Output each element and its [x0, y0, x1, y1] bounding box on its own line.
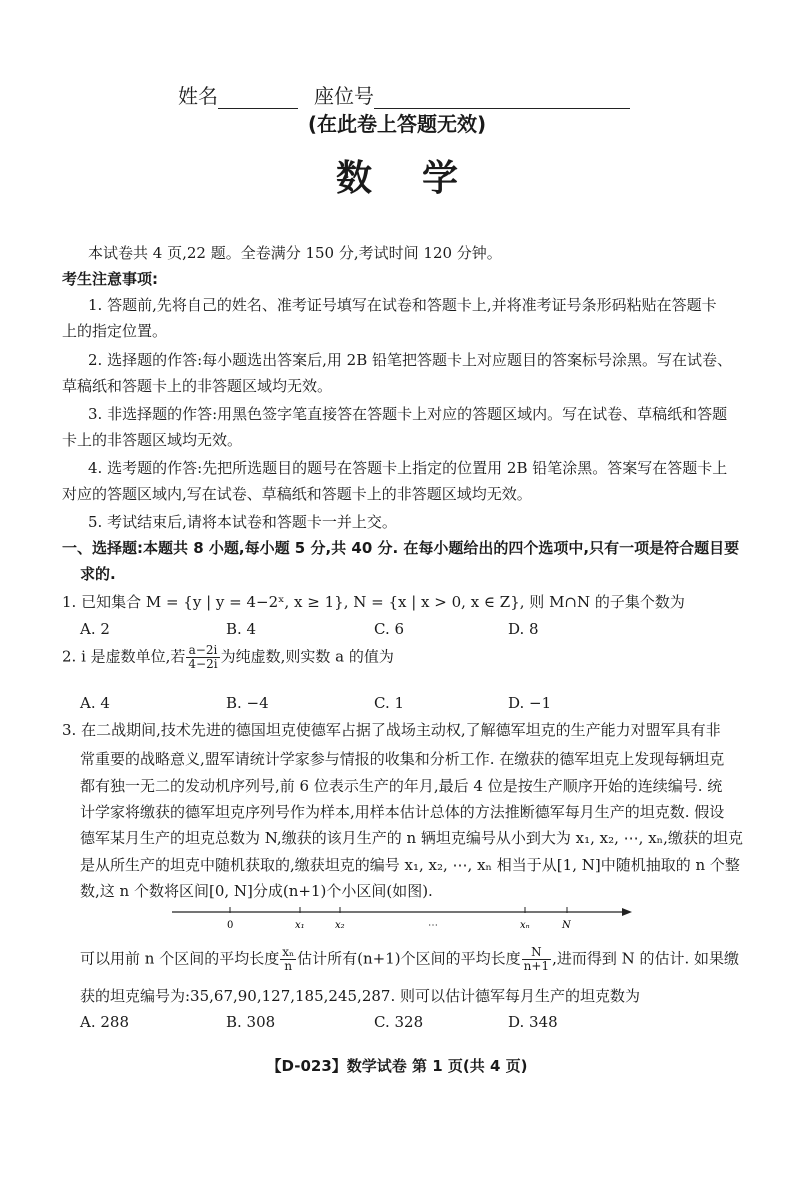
q2-frac-den: 4−2i	[188, 657, 218, 671]
section-heading: 一、选择题:本题共 8 小题,每小题 5 分,共 40 分. 在每小题给出的四个选项中,只有一项是符合题目要	[62, 539, 740, 557]
note-line: 3. 非选择题的作答:用黑色签字笔直接答在答题卡上对应的答题区域内。写在试卷、草稿纸和答题	[88, 405, 728, 423]
q3-fraction-2	[522, 946, 551, 973]
q1-option-d: D. 8	[508, 620, 539, 638]
note-line: 对应的答题区域内,写在试卷、草稿纸和答题卡上的非答题区域均无效。	[62, 485, 532, 503]
q2-stem-post: 为纯虚数,则实数 a 的值为	[220, 647, 394, 666]
note-line: 草稿纸和答题卡上的非答题区域均无效。	[62, 377, 333, 395]
axis-label-x1: x₁	[295, 920, 305, 931]
q3-option-c: C. 328	[374, 1013, 424, 1031]
axis-label-N: N	[562, 920, 571, 931]
q3-option-a: A. 288	[80, 1013, 129, 1031]
q2-frac-num: a−2i	[186, 644, 219, 658]
page-title: 数学	[335, 158, 508, 199]
axis-label-0: 0	[227, 920, 234, 931]
q1-option-c: C. 6	[374, 620, 405, 638]
q3-line: 计学家将缴获的德军坦克序列号作为样本,用样本估计总体的方法推断德军每月生产的坦克数. 假设	[80, 803, 725, 821]
q3-after-mid: 估计所有(n+1)个区间的平均长度	[297, 949, 521, 968]
q3-option-b: B. 308	[226, 1013, 276, 1031]
seat-label: 座位号	[314, 86, 374, 108]
q3-after-post: ,进而得到 N 的估计. 如果缴	[552, 949, 740, 968]
axis-arrow	[622, 908, 632, 916]
q3-line: 3. 在二战期间,技术先进的德国坦克使德军占据了战场主动权,了解德军坦克的生产能力对盟军具有非	[62, 721, 721, 739]
q2-option-b: B. −4	[226, 694, 269, 712]
q3-line: 数,这 n 个数将区间[0, N]分成(n+1)个小区间(如图).	[80, 882, 433, 900]
q3-frac2-den: n+1	[523, 959, 550, 973]
q3-after-pre: 可以用前 n 个区间的平均长度	[80, 949, 280, 968]
q1-option-a: A. 2	[80, 620, 110, 638]
q3-option-d: D. 348	[508, 1013, 558, 1031]
question-1-stem: 1. 已知集合 M = {y | y = 4−2ˣ, x ≥ 1}, N = {x | x > 0, x ∈ Z}, 则 M∩N 的子集个数为	[62, 593, 685, 611]
axis-label-dots: ⋯	[428, 920, 438, 931]
seat-field	[314, 80, 630, 109]
notes-heading: 考生注意事项:	[62, 270, 158, 288]
invalid-notice: (在此卷上答题无效)	[307, 112, 487, 136]
q2-option-a: A. 4	[80, 694, 110, 712]
section-heading-cont: 求的.	[80, 565, 116, 583]
page-footer: 【D-023】数学试卷 第 1 页(共 4 页)	[266, 1057, 528, 1075]
q3-line: 都有独一无二的发动机序列号,前 6 位表示生产的年月,最后 4 位是按生产顺序开始的连续编号. 统	[80, 777, 723, 795]
note-line: 上的指定位置。	[62, 322, 168, 340]
note-line: 卡上的非答题区域均无效。	[62, 431, 243, 449]
q3-estimate-line	[80, 946, 739, 973]
q1-option-b: B. 4	[226, 620, 257, 638]
q2-option-d: D. −1	[508, 694, 552, 712]
name-field	[178, 80, 298, 109]
name-label: 姓名	[178, 86, 218, 108]
question-2-stem	[62, 644, 394, 671]
q2-stem-pre: 2. i 是虚数单位,若	[62, 647, 186, 666]
note-line: 5. 考试结束后,请将本试卷和答题卡一并上交。	[88, 513, 397, 531]
axis-label-x2: x₂	[335, 920, 345, 931]
q3-frac1-den: n	[284, 959, 293, 973]
note-line: 1. 答题前,先将自己的姓名、准考证号填写在试卷和答题卡上,并将准考证号条形码粘贴在答题卡	[88, 296, 717, 314]
note-line: 4. 选考题的作答:先把所选题目的题号在答题卡上指定的位置用 2B 铅笔涂黑。答案写在答题卡上	[88, 459, 728, 477]
q3-line: 德军某月生产的坦克总数为 N,缴获的该月生产的 n 辆坦克编号从小到大为 x₁, x₂, ⋯, xₙ,缴获的坦克	[80, 829, 743, 847]
q3-fraction-1	[280, 946, 296, 973]
seat-blank	[374, 90, 630, 109]
q3-line: 是从所生产的坦克中随机获取的,缴获坦克的编号 x₁, x₂, ⋯, xₙ 相当于从[1, N]中随机抽取的 n 个整	[80, 856, 740, 874]
q3-frac1-num: xₙ	[282, 945, 295, 959]
note-line: 2. 选择题的作答:每小题选出答案后,用 2B 铅笔把答题卡上对应题目的答案标号涂黑。写在试卷、	[88, 351, 733, 369]
q3-line: 常重要的战略意义,盟军请统计学家参与情报的收集和分析工作. 在缴获的德军坦克上发现每辆坦克	[80, 750, 725, 768]
number-line-figure	[170, 900, 635, 940]
q2-fraction	[186, 644, 219, 671]
q3-last-line: 获的坦克编号为:35,67,90,127,185,245,287. 则可以估计德军每月生产的坦克数为	[80, 987, 640, 1005]
q3-frac2-num: N	[522, 946, 551, 960]
intro-text: 本试卷共 4 页,22 题。全卷满分 150 分,考试时间 120 分钟。	[88, 244, 502, 262]
name-blank	[218, 90, 298, 109]
q2-option-c: C. 1	[374, 694, 405, 712]
axis-label-xn: xₙ	[520, 920, 530, 931]
